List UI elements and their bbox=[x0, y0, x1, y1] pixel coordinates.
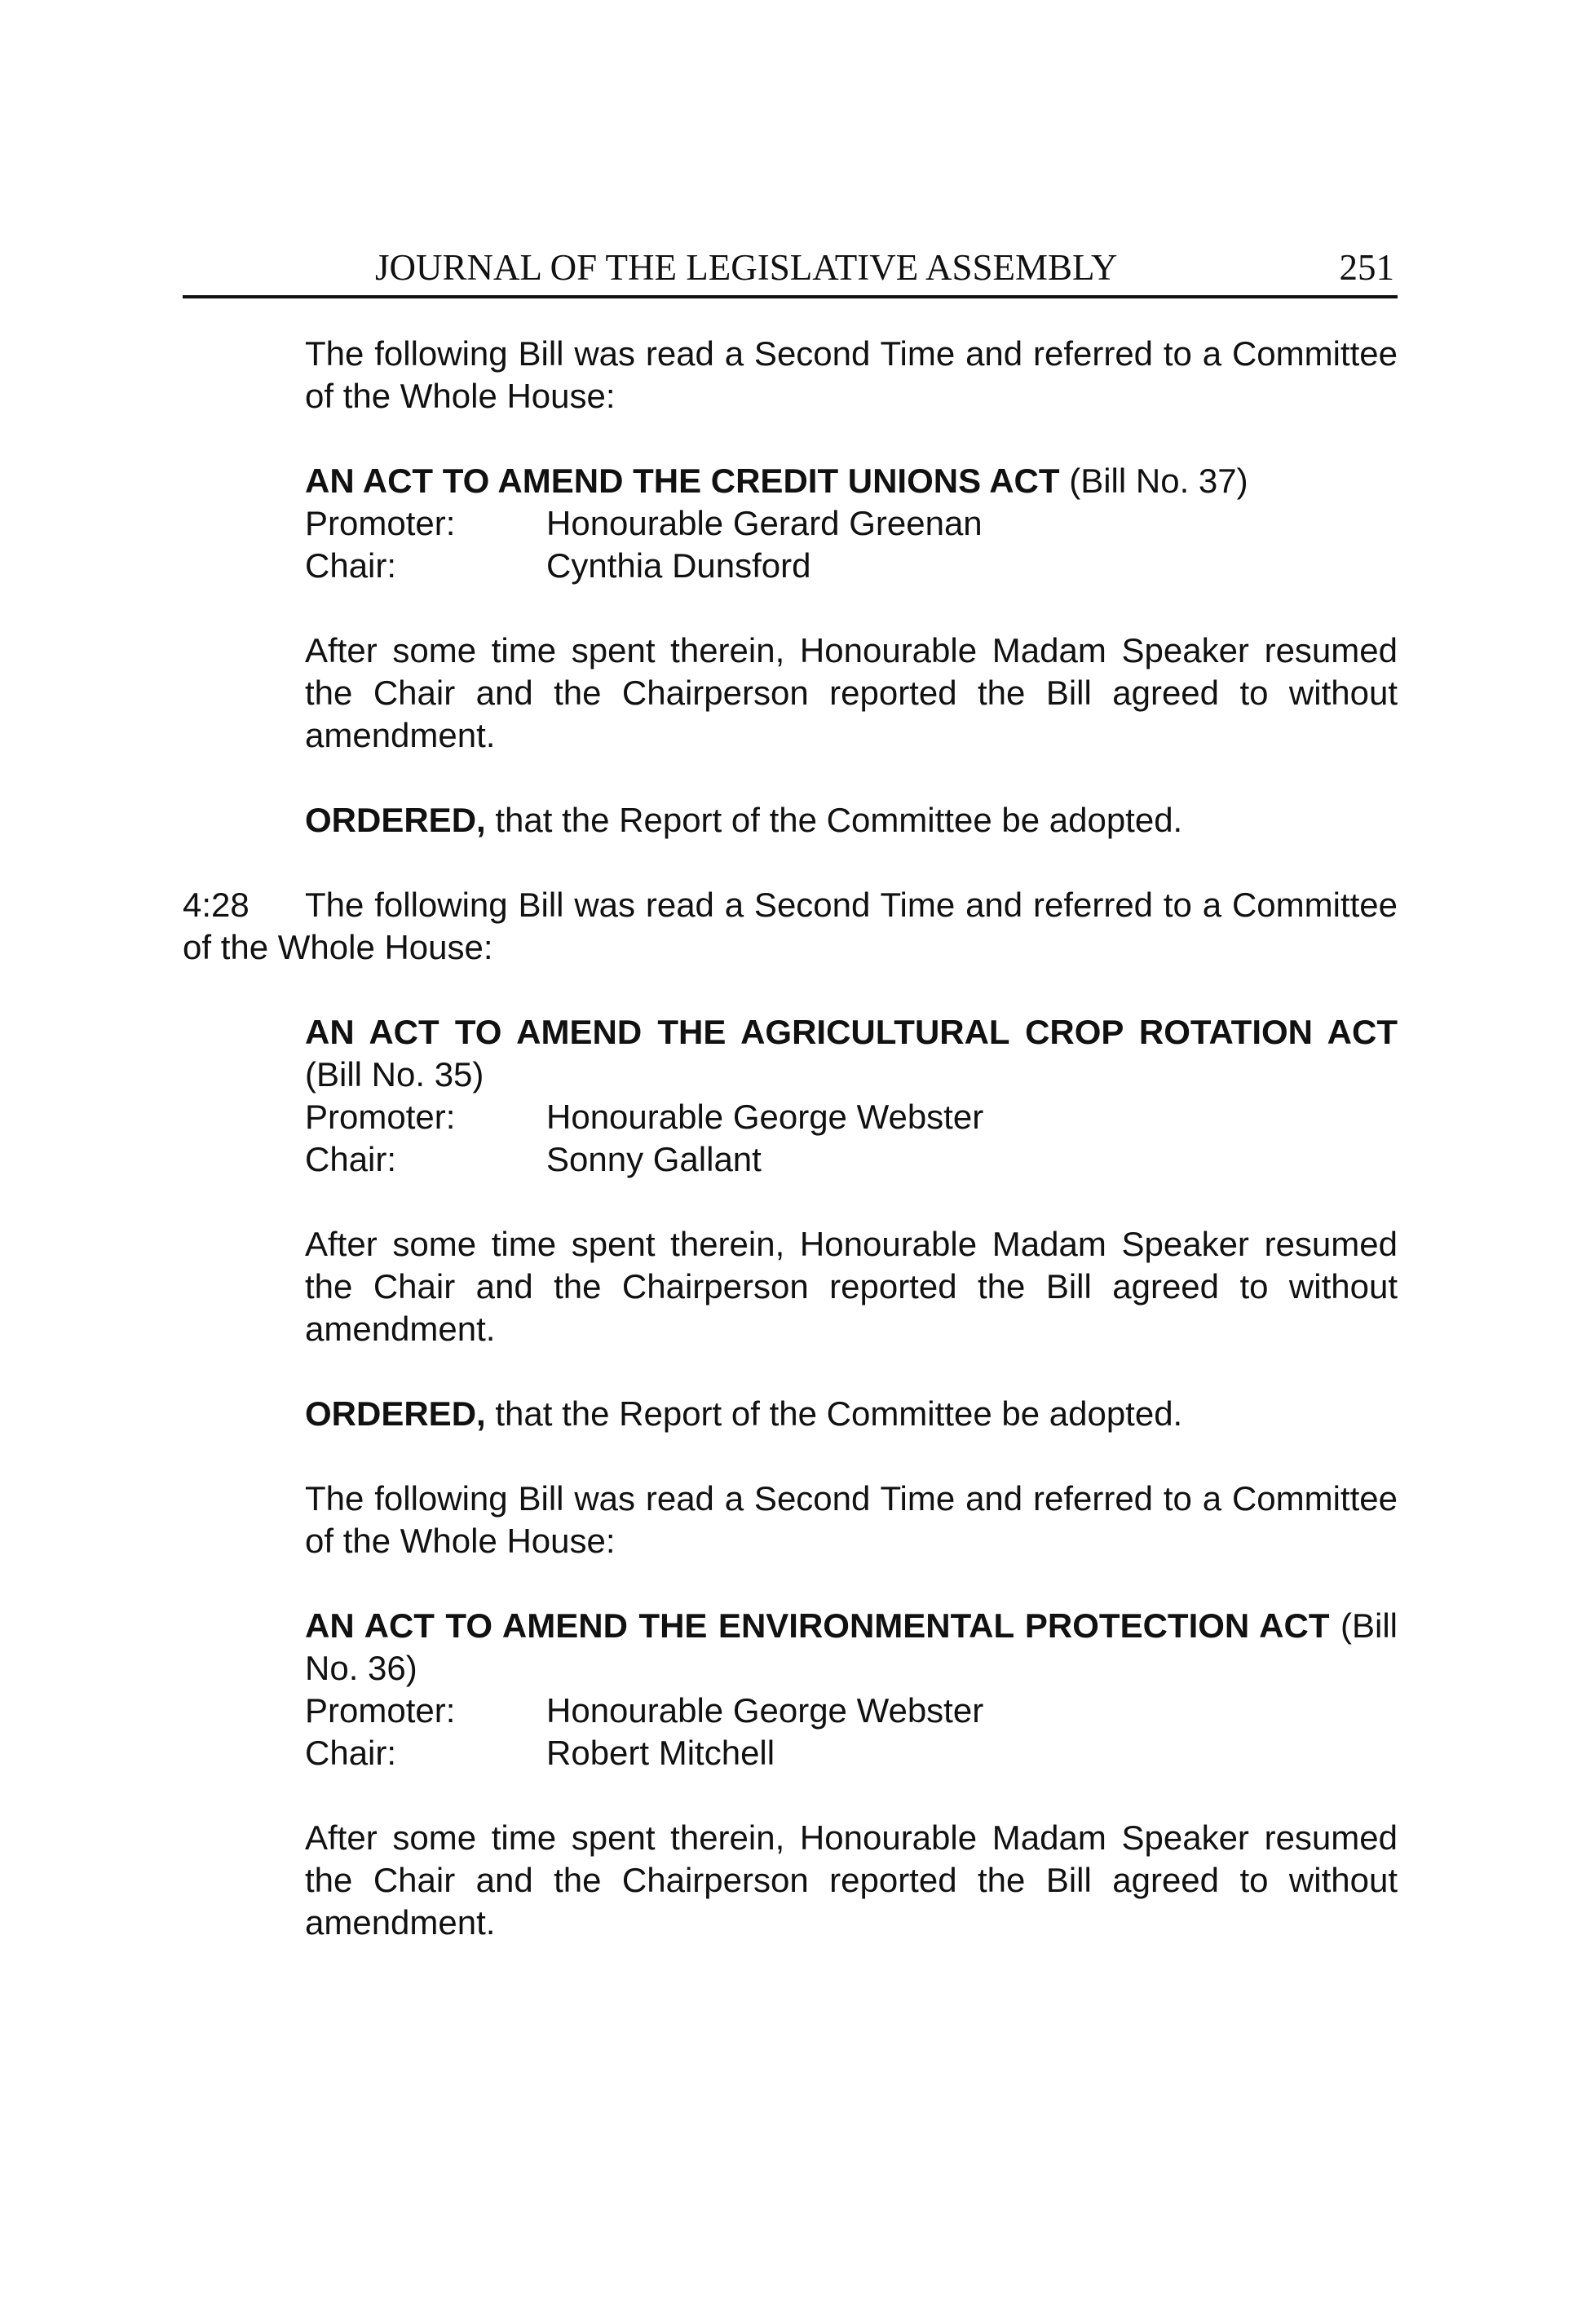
bill-referral-paragraph: The following Bill was read a Second Time and referred to a Committee of the Whole House: bbox=[305, 334, 1398, 415]
bill-entry bbox=[305, 1605, 1398, 1774]
committee-result-paragraph: After some time spent therein, Honourable Madam Speaker resumed the Chair and the Chairperson reported the Bill agreed to without amendment. bbox=[305, 1818, 1398, 1942]
promoter-label: Promoter: bbox=[305, 1098, 456, 1136]
page-number: 251 bbox=[1339, 247, 1394, 288]
committee-result-paragraph: After some time spent therein, Honourable Madam Speaker resumed the Chair and the Chairperson reported the Bill agreed to without amendment. bbox=[305, 1225, 1398, 1348]
page-header bbox=[183, 245, 1398, 298]
time-stamp: 4:28 bbox=[183, 886, 250, 924]
chair-name: Cynthia Dunsford bbox=[546, 546, 811, 585]
bill-entry bbox=[305, 1011, 1398, 1181]
bill-number: (Bill No. 37) bbox=[1069, 462, 1248, 500]
promoter-label: Promoter: bbox=[305, 504, 456, 542]
chair-label: Chair: bbox=[305, 1734, 397, 1772]
ordered-paragraph bbox=[305, 799, 1398, 842]
ordered-paragraph bbox=[305, 1393, 1398, 1435]
promoter-name: Honourable Gerard Greenan bbox=[546, 504, 983, 542]
chair-label: Chair: bbox=[305, 546, 397, 585]
promoter-name: Honourable George Webster bbox=[546, 1691, 984, 1730]
bill-number: (Bill No. 35) bbox=[305, 1055, 484, 1094]
referral-text: The following Bill was read a Second Time and referred to a Committee of the Whole House: bbox=[183, 886, 1398, 966]
promoter-row bbox=[305, 1096, 1398, 1138]
promoter-label: Promoter: bbox=[305, 1691, 456, 1730]
journal-title: JOURNAL OF THE LEGISLATIVE ASSEMBLY bbox=[375, 247, 1118, 288]
bill-title bbox=[305, 1011, 1398, 1096]
committee-result-paragraph: After some time spent therein, Honourable Madam Speaker resumed the Chair and the Chairperson reported the Bill agreed to without amendment. bbox=[305, 631, 1398, 754]
bill-title bbox=[305, 460, 1398, 502]
bill-referral-paragraph: The following Bill was read a Second Time and referred to a Committee of the Whole House: bbox=[305, 1479, 1398, 1560]
chair-name: Sonny Gallant bbox=[546, 1140, 762, 1178]
chair-name: Robert Mitchell bbox=[546, 1734, 775, 1772]
journal-body bbox=[183, 333, 1398, 1944]
chair-label: Chair: bbox=[305, 1140, 397, 1178]
promoter-row bbox=[305, 502, 1398, 545]
bill-number: (Bill No. 36) bbox=[305, 1606, 1398, 1687]
act-name: AN ACT TO AMEND THE CREDIT UNIONS ACT bbox=[305, 462, 1060, 500]
chair-row bbox=[305, 1732, 1398, 1774]
chair-row bbox=[305, 545, 1398, 587]
bill-title bbox=[305, 1605, 1398, 1690]
ordered-label: ORDERED, bbox=[305, 1394, 486, 1433]
bill-entry bbox=[305, 460, 1398, 587]
act-name: AN ACT TO AMEND THE AGRICULTURAL CROP ROTATION ACT bbox=[305, 1013, 1398, 1051]
ordered-text: that the Report of the Committee be adopted. bbox=[495, 801, 1183, 839]
bill-referral-paragraph bbox=[183, 884, 1398, 969]
promoter-name: Honourable George Webster bbox=[546, 1098, 984, 1136]
act-name: AN ACT TO AMEND THE ENVIRONMENTAL PROTECTION ACT bbox=[305, 1606, 1330, 1645]
ordered-label: ORDERED, bbox=[305, 801, 486, 839]
chair-row bbox=[305, 1138, 1398, 1181]
promoter-row bbox=[305, 1690, 1398, 1732]
ordered-text: that the Report of the Committee be adopted. bbox=[495, 1394, 1183, 1433]
